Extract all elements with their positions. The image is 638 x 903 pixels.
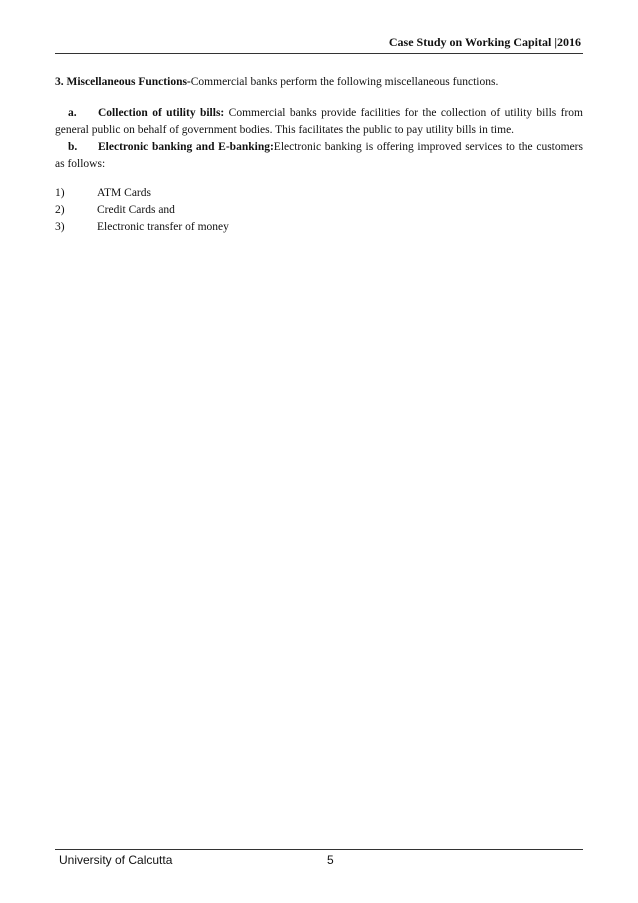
subsection-title: Electronic banking and E-banking:	[98, 141, 274, 153]
header-title: Case Study on Working Capital |2016	[388, 35, 581, 49]
list-item-number: 3)	[55, 221, 65, 233]
page-content	[55, 74, 583, 236]
list-item	[55, 219, 583, 236]
list-item-text: ATM Cards	[97, 187, 151, 199]
list-item-number: 2)	[55, 204, 65, 216]
subsection-a	[55, 105, 583, 139]
subsection-title: Collection of utility bills:	[98, 107, 225, 119]
subsection-label: a.	[68, 107, 77, 119]
subsection-b	[55, 139, 583, 173]
subsection-label: b.	[68, 141, 78, 153]
list-item	[55, 185, 583, 202]
section-number: 3.	[55, 76, 64, 88]
list-item-text: Electronic transfer of money	[97, 221, 229, 233]
section-heading	[55, 74, 583, 91]
page-footer	[55, 849, 583, 870]
subsection-text: Commercial banks provide facilities for the collection of utility bills from general public on behalf of government bodies. This facilitates the public to pay utility bills in time.	[55, 107, 583, 136]
footer-institution: University of Calcutta	[59, 853, 173, 867]
subsection-text: Electronic banking is offering improved services to the customers as follows:	[55, 141, 583, 170]
list-item	[55, 202, 583, 219]
page-number: 5	[327, 853, 334, 867]
list-item-number: 1)	[55, 187, 65, 199]
section-title: Miscellaneous Functions-	[66, 76, 191, 88]
page-header	[55, 35, 583, 54]
list-item-text: Credit Cards and	[97, 204, 175, 216]
section-intro: Commercial banks perform the following miscellaneous functions.	[190, 76, 499, 88]
